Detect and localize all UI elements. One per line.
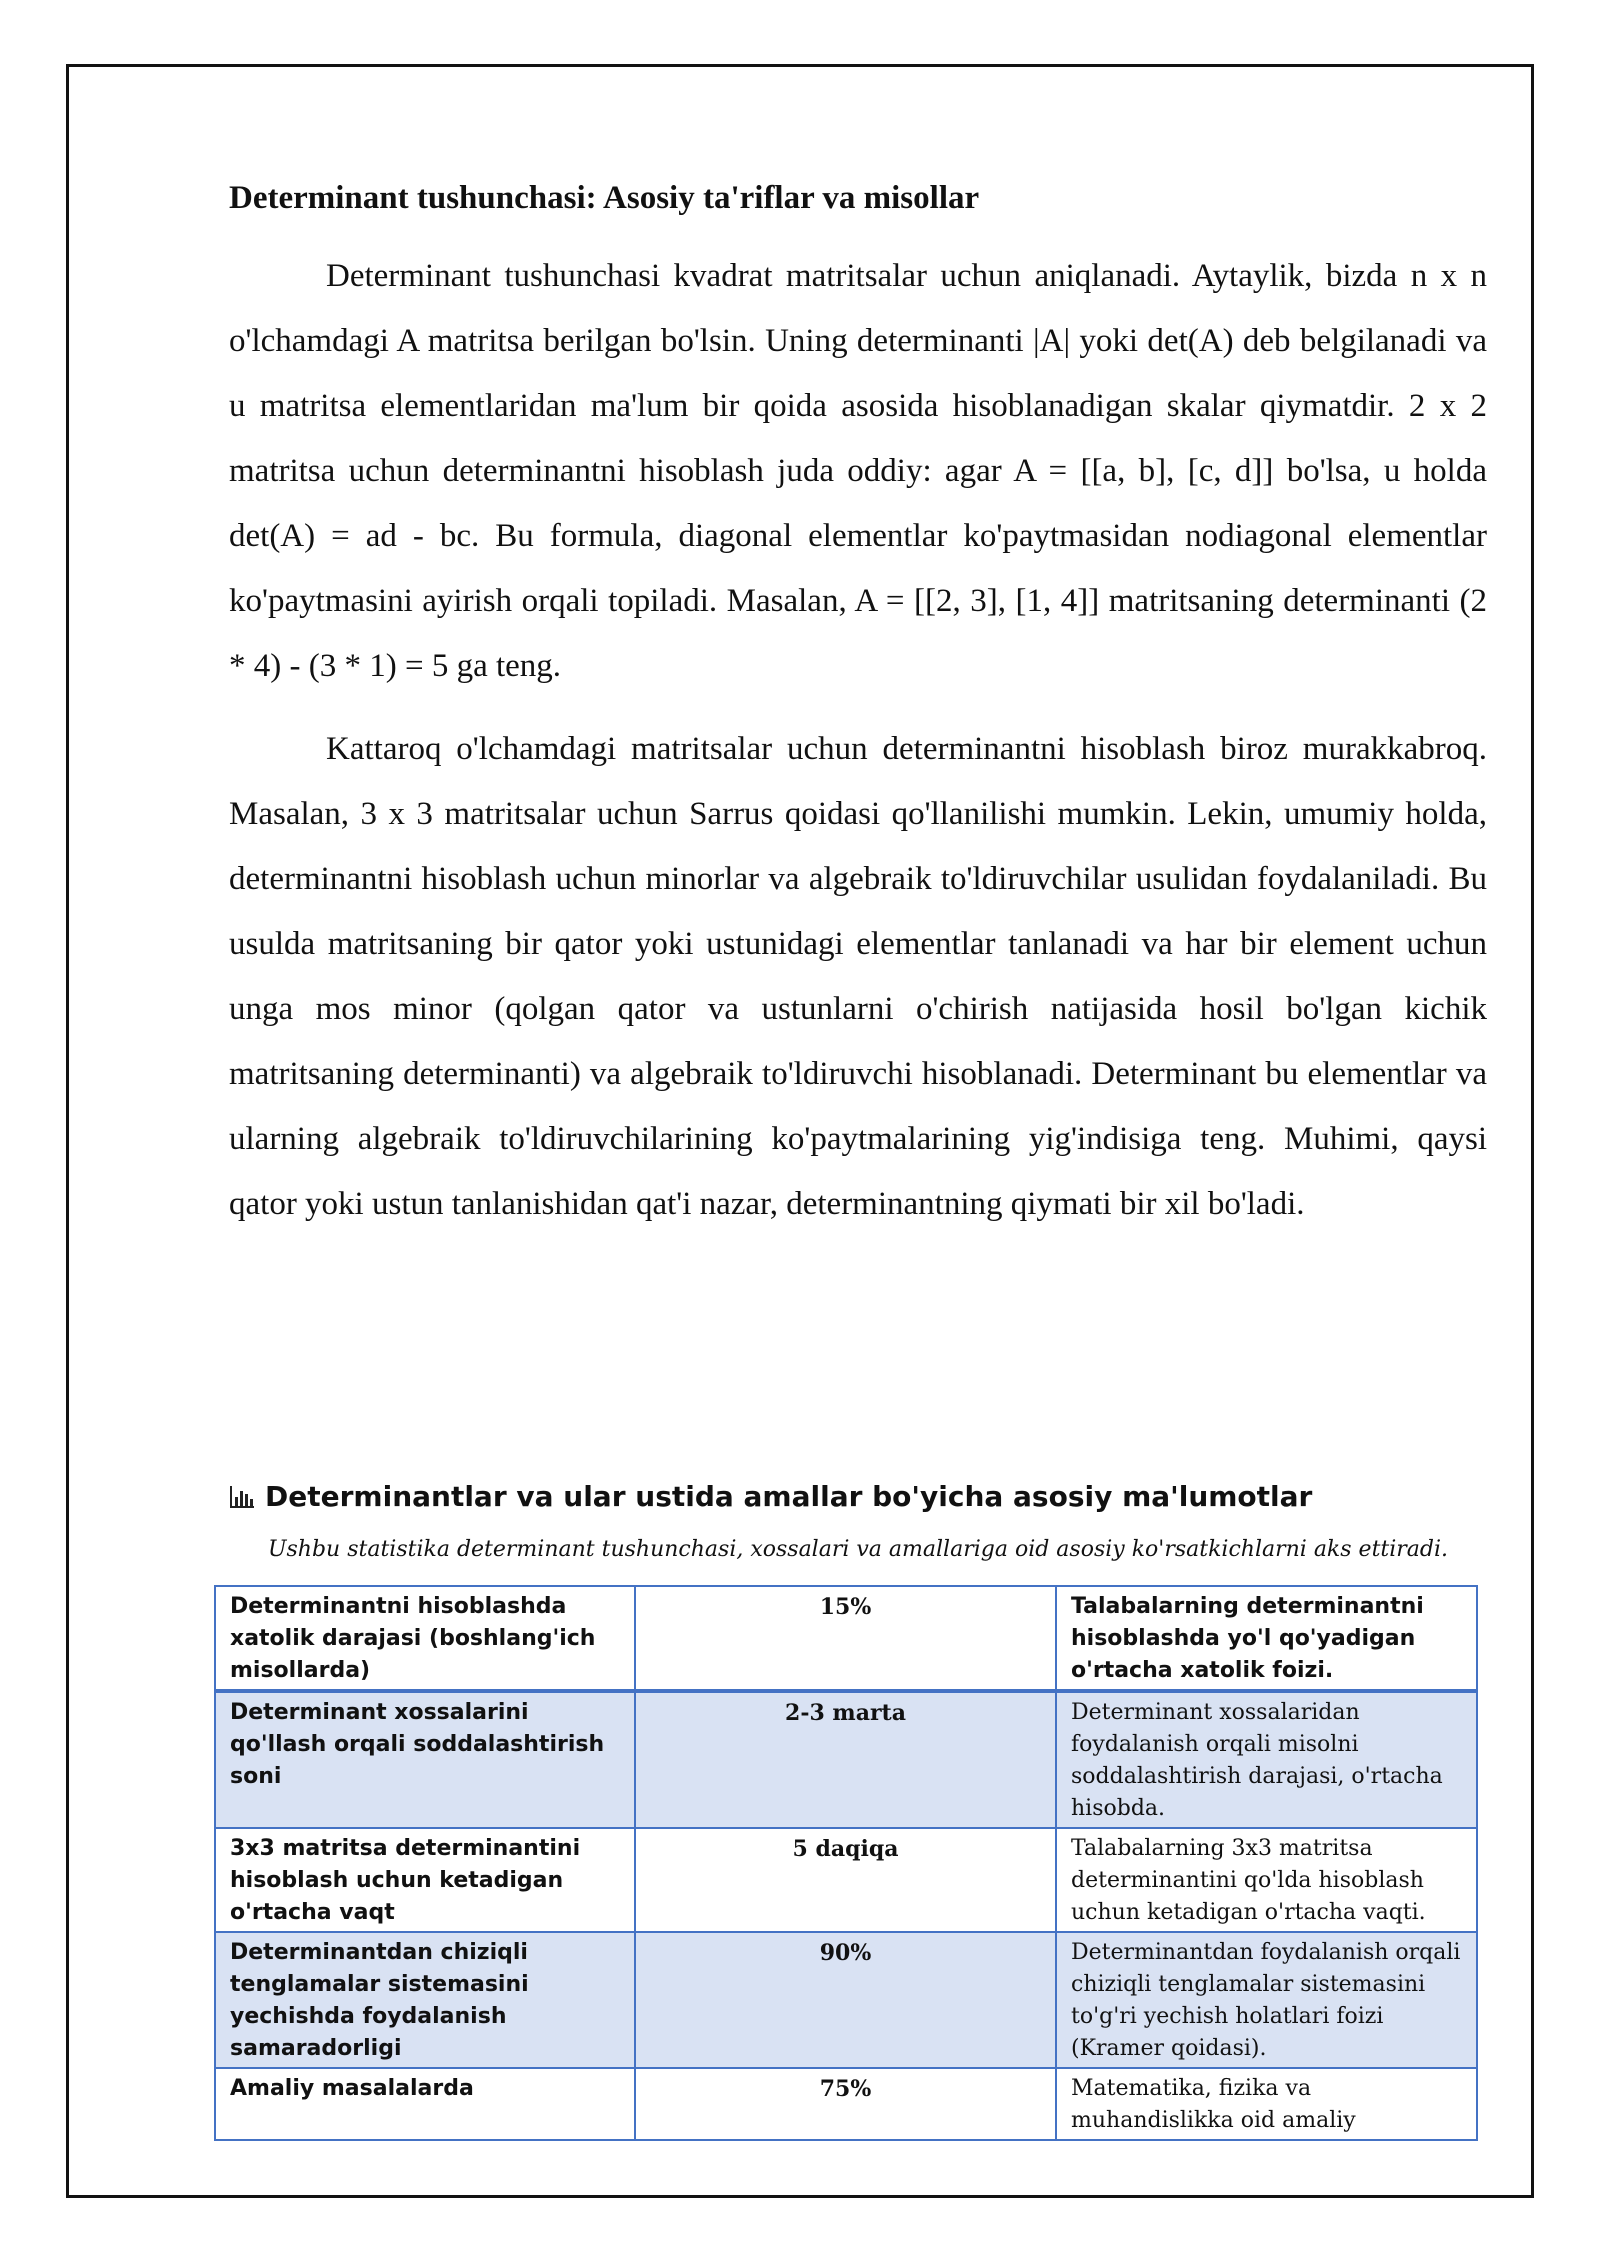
table-row	[215, 1586, 1477, 1691]
paragraph-definition: Determinant tushunchasi kvadrat matritsalar uchun aniqlanadi. Aytaylik, bizda n x n o'lchamdagi A matritsa berilgan bo'lsin. Uning determinanti |A| yoki det(A) deb belgilanadi va u matritsa elementlaridan ma'lum bir qoida asosida hisoblanadigan skalar qiymatdir. 2 x 2 matritsa uchun determinantni hisoblash juda oddiy: agar A = [[a, b], [c, d]] bo'lsa, u holda det(A) = ad - bc. Bu formula, diagonal elementlar ko'paytmasidan nodiagonal elementlar ko'paytmasini ayirish orqali topiladi. Masalan, A = [[2, 3], [1, 4]] matritsaning determinanti (2 * 4) - (3 * 1) = 5 ga teng.	[229, 258, 1487, 684]
stat-description: Matematika, fizika va muhandislikka oid amaliy	[1056, 2068, 1477, 2140]
stat-label: Determinantdan chiziqli tenglamalar sistemasini yechishda foydalanish samaradorligi	[215, 1932, 635, 2068]
stat-description: Determinantdan foydalanish orqali chiziqli tenglamalar sistemasini to'g'ri yechish holatlari foizi (Kramer qoidasi).	[1056, 1932, 1477, 2068]
paragraph-larger-matrices: Kattaroq o'lchamdagi matritsalar uchun determinantni hisoblash biroz murakkabroq. Masalan, 3 x 3 matritsalar uchun Sarrus qoidasi qo'llanilishi mumkin. Lekin, umumiy holda, determinantni hisoblash uchun minorlar va algebraik to'ldiruvchilar usulidan foydalaniladi. Bu usulda matritsaning bir qator yoki ustunidagi elementlar tanlanadi va har bir element uchun unga mos minor (qolgan qator va ustunlarni o'chirish natijasida hosil bo'lgan kichik matritsaning determinanti) va algebraik to'ldiruvchi hisoblanadi. Determinant bu elementlar va ularning algebraik to'ldiruvchilarining ko'paytmalarining yig'indisiga teng. Muhimi, qaysi qator yoki ustun tanlanishidan qat'i nazar, determinantning qiymati bir xil bo'ladi.	[229, 731, 1487, 1222]
stat-description: Talabalarning determinantni hisoblashda yo'l qo'yadigan o'rtacha xatolik foizi.	[1056, 1586, 1477, 1691]
document-title: Determinant tushunchasi: Asosiy ta'riflar va misollar	[229, 180, 980, 216]
stat-value: 5 daqiqa	[635, 1828, 1056, 1932]
stat-label: Amaliy masalalarda	[215, 2068, 635, 2140]
stats-subtitle: Ushbu statistika determinant tushunchasi, xossalari va amallariga oid asosiy ko'rsatkichlarni aks ettiradi.	[267, 1537, 1449, 1562]
table-row	[215, 1828, 1477, 1932]
stat-description: Talabalarning 3x3 matritsa determinantini qo'lda hisoblash uchun ketadigan o'rtacha vaqti.	[1056, 1828, 1477, 1932]
stat-value: 15%	[635, 1586, 1056, 1691]
stats-heading	[229, 1472, 1487, 1522]
stat-value: 75%	[635, 2068, 1056, 2140]
stat-value: 90%	[635, 1932, 1056, 2068]
stat-description: Determinant xossalaridan foydalanish orqali misolni soddalashtirish darajasi, o'rtacha hisobda.	[1056, 1691, 1477, 1828]
bar-chart-icon	[229, 1475, 255, 1499]
document-body	[229, 170, 1487, 1237]
stat-label: 3x3 matritsa determinantini hisoblash uchun ketadigan o'rtacha vaqt	[215, 1828, 635, 1932]
stats-heading-text: Determinantlar va ular ustida amallar bo'yicha asosiy ma'lumotlar	[265, 1480, 1313, 1513]
stat-value: 2-3 marta	[635, 1691, 1056, 1828]
stat-label: Determinant xossalarini qo'llash orqali soddalashtirish soni	[215, 1691, 635, 1828]
table-row	[215, 1691, 1477, 1828]
table-row	[215, 1932, 1477, 2068]
stat-label: Determinantni hisoblashda xatolik darajasi (boshlang'ich misollarda)	[215, 1586, 635, 1691]
table-row	[215, 2068, 1477, 2140]
stats-table	[214, 1585, 1478, 2141]
